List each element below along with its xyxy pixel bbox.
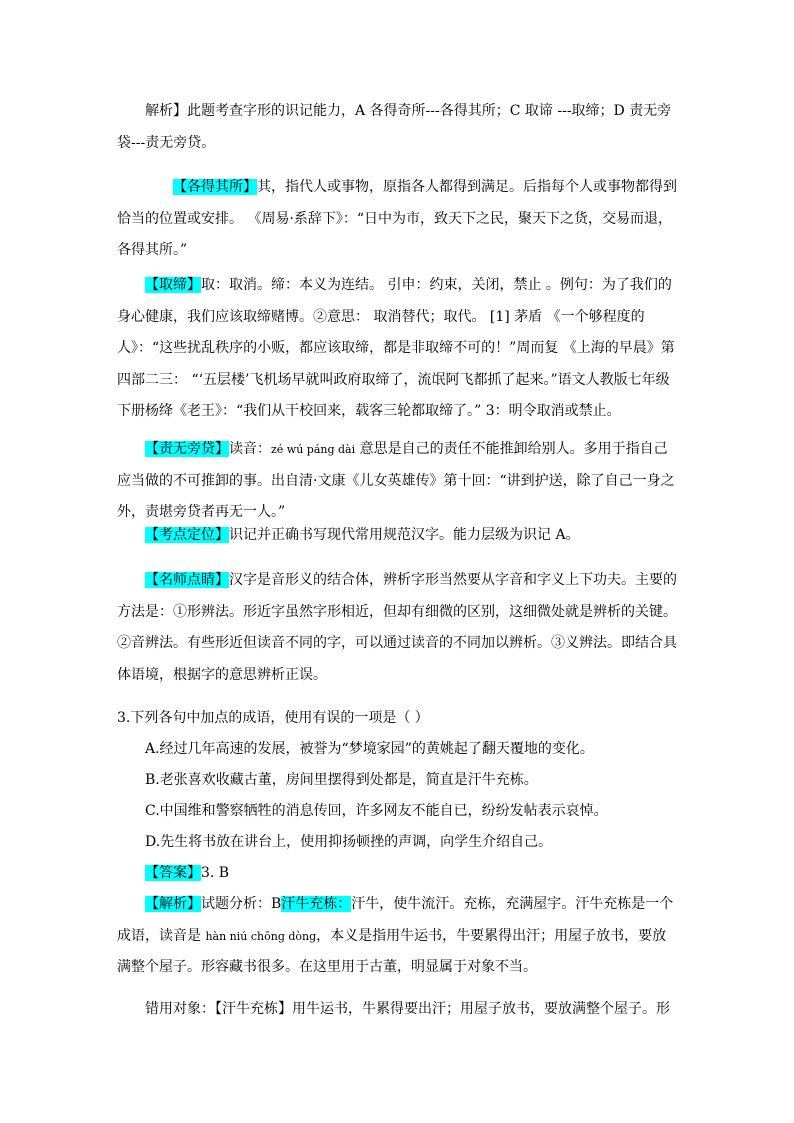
misuse-paragraph [117, 994, 677, 1026]
option-a [145, 734, 685, 766]
question-stem [117, 703, 677, 735]
option-d [145, 827, 685, 859]
definition-zewupangdai [117, 434, 677, 529]
analysis-lead-text: 解析】此题考查字形的识记能力，A 各得奇所---各得其所；C 取谛 ---取缔；D 责无旁袋---责无旁贷。 [117, 103, 672, 151]
answer-text: 3. B [201, 865, 230, 881]
option-c-text: C.中国维和警察牺牲的消息传回，许多网友不能自已，纷纷发帖表示哀悼。 [145, 803, 608, 819]
misuse-text: 错用对象：【汗牛充栋】用牛运书，牛累得要出汗；用屋子放书，要放满整个屋子。形 [145, 1001, 670, 1017]
analysis-text-b: 汗牛，使牛流汗。充栋，充满屋宇。汗牛充栋是一个成语，读音是 [117, 896, 674, 944]
option-b [145, 765, 685, 797]
tag-zewupangdai: 【责无旁贷】 [145, 441, 229, 457]
definition-zewupangdai-text-b: 意思是自己的责任不能推卸给别人。多用于指自己应当做的不可推卸的事。出自清·文康《儿女英雄传》第十回：“讲到护送，除了自己一身之外，责堪旁贷者再无一人。” [117, 441, 675, 520]
option-c [145, 796, 685, 828]
definition-zewupangdai-text-a: 读音： [229, 441, 271, 457]
teacher-tip-text: 汉字是音形义的结合体，辨析字形当然要从字音和字义上下功夫。主要的方法是：①形辨法。形近字虽然字形相近，但却有细微的区别，这细微处就是辨析的关键。②音辨法。有些形近但读音不同的字，可以通过读音的不同加以辨析。③义辨法。即结合具体语境，根据字的意思辨析正误。 [117, 572, 677, 683]
tag-teacher-tip: 【名师点睛】 [145, 572, 229, 588]
tag-answer: 【答案】 [145, 865, 201, 881]
option-b-text: B.老张喜欢收藏古董，房间里摆得到处都是，简直是汗牛充栋。 [145, 772, 538, 788]
definition-gedeqisuo-text: 其，指代人或事物，原指各人都得到满足。后指每个人或事物都得到恰当的位置或安排。 《周易·系辞下》：“日中为市，致天下之民，聚天下之货，交易而退，各得其所。” [117, 179, 677, 258]
analysis-paragraph-2 [117, 889, 677, 984]
tag-analysis: 【解析】 [145, 896, 201, 912]
teacher-tip [117, 565, 677, 691]
exam-point [117, 520, 677, 552]
analysis-text-c: ，本义是指用牛运书，牛要累得出汗；用屋子放书，要放满整个屋子。形容藏书很多。在这里用于古董，明显属于对象不当。 [117, 927, 667, 975]
question-stem-text: 3.下列各句中加点的成语，使用有误的一项是（ ） [117, 710, 429, 726]
answer-line [145, 858, 705, 890]
definition-qudi [117, 270, 677, 428]
tag-qudi: 【取缔】 [145, 277, 201, 293]
exam-point-text: 识记并正确书写现代常用规范汉字。能力层级为识记 A。 [229, 527, 580, 543]
definition-gedeqisuo [117, 172, 677, 267]
analysis-text-a: 试题分析：B [201, 896, 282, 912]
option-d-text: D.先生将书放在讲台上，使用抑扬顿挫的声调，向学生介绍自己。 [145, 834, 553, 850]
definition-qudi-text: 取：取消。缔：本义为连结。 引申：约束，关闭，禁止 。例句：为了我们的身心健康，我们应该取缔赌博。②意思： 取消替代；取代。 [1] 茅盾 《一个够程度的人》：“这些扰乱秩序的小贩，都应该取缔，都是非取缔不可的！”周而复 《上海的早晨》第四部二三： “‘五层楼’飞机场早就叫政府取缔了，流氓阿飞都抓了起来。”语文人教版七年级下册杨绛《老王》：“我们从干校回来，载客三轮都取缔了。” 3：明令取消或禁止。 [117, 277, 675, 419]
pinyin-zewupangdai: zé wú páng dài [271, 443, 356, 456]
pinyin-hanniuchongdong: hàn niú chōng dòng [205, 929, 317, 943]
highlight-hanniuchongdong: 汗牛充栋： [281, 896, 352, 912]
option-a-text: A.经过几年高速的发展，被誉为“梦境家园”的黄姚起了翻天覆地的变化。 [145, 741, 594, 757]
tag-exam-point: 【考点定位】 [145, 527, 229, 543]
tag-gedeqisuo: 【各得其所】 [173, 179, 257, 195]
analysis-paragraph-1 [117, 96, 677, 159]
